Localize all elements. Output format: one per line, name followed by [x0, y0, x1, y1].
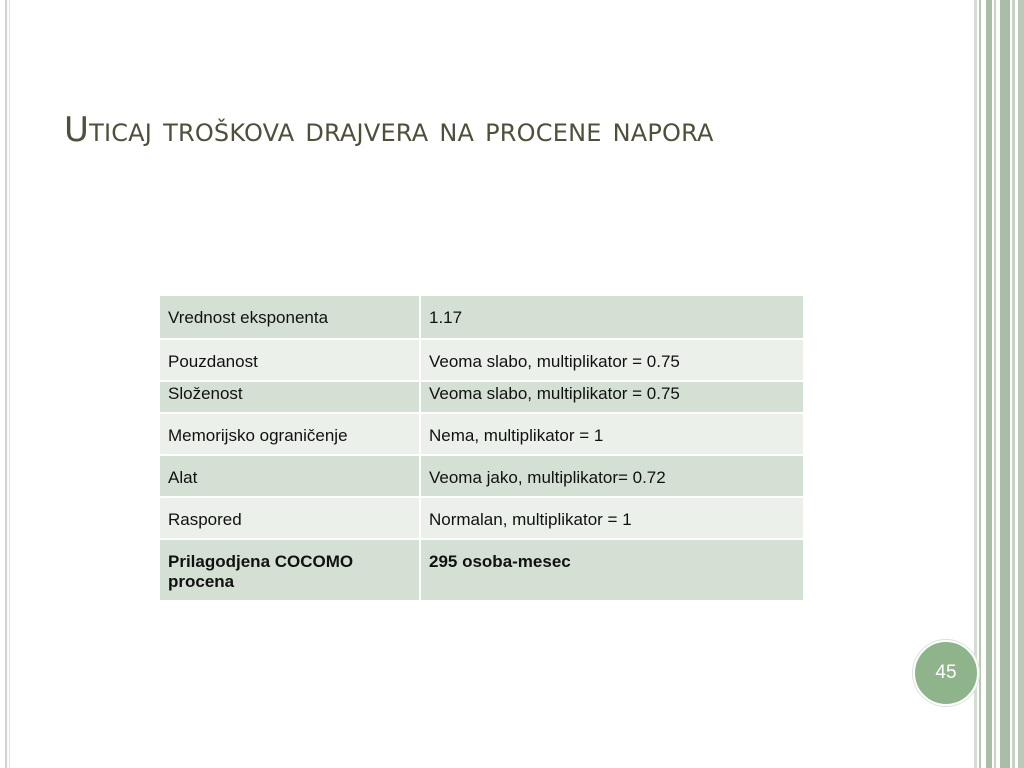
row-value: Veoma slabo, multiplikator = 0.75 — [420, 381, 804, 413]
row-label: Složenost — [160, 381, 420, 413]
left-border-line-inner — [9, 0, 10, 768]
table-row — [160, 339, 804, 381]
table-row — [160, 539, 804, 601]
row-label: Raspored — [160, 497, 420, 539]
row-label: Pouzdanost — [160, 339, 420, 381]
row-label: Prilagodjena COCOMO procena — [160, 539, 420, 601]
table-row — [160, 296, 804, 339]
row-value: Veoma jako, multiplikator= 0.72 — [420, 455, 804, 497]
table-row — [160, 455, 804, 497]
row-label: Alat — [160, 455, 420, 497]
table-row — [160, 381, 804, 413]
page-number-badge: 45 — [913, 640, 979, 706]
row-value: Normalan, multiplikator = 1 — [420, 497, 804, 539]
slide-title: Uticaj troškova drajvera na procene napora — [64, 110, 714, 150]
row-value: 295 osoba-mesec — [420, 539, 804, 601]
row-value: 1.17 — [420, 296, 804, 339]
table-row — [160, 497, 804, 539]
left-border-line — [5, 0, 7, 768]
row-label: Vrednost eksponenta — [160, 296, 420, 339]
row-value: Veoma slabo, multiplikator = 0.75 — [420, 339, 804, 381]
row-value: Nema, multiplikator = 1 — [420, 413, 804, 455]
cost-driver-table — [160, 296, 805, 602]
right-decorative-stripes — [974, 0, 1024, 768]
table-row — [160, 413, 804, 455]
row-label: Memorijsko ograničenje — [160, 413, 420, 455]
